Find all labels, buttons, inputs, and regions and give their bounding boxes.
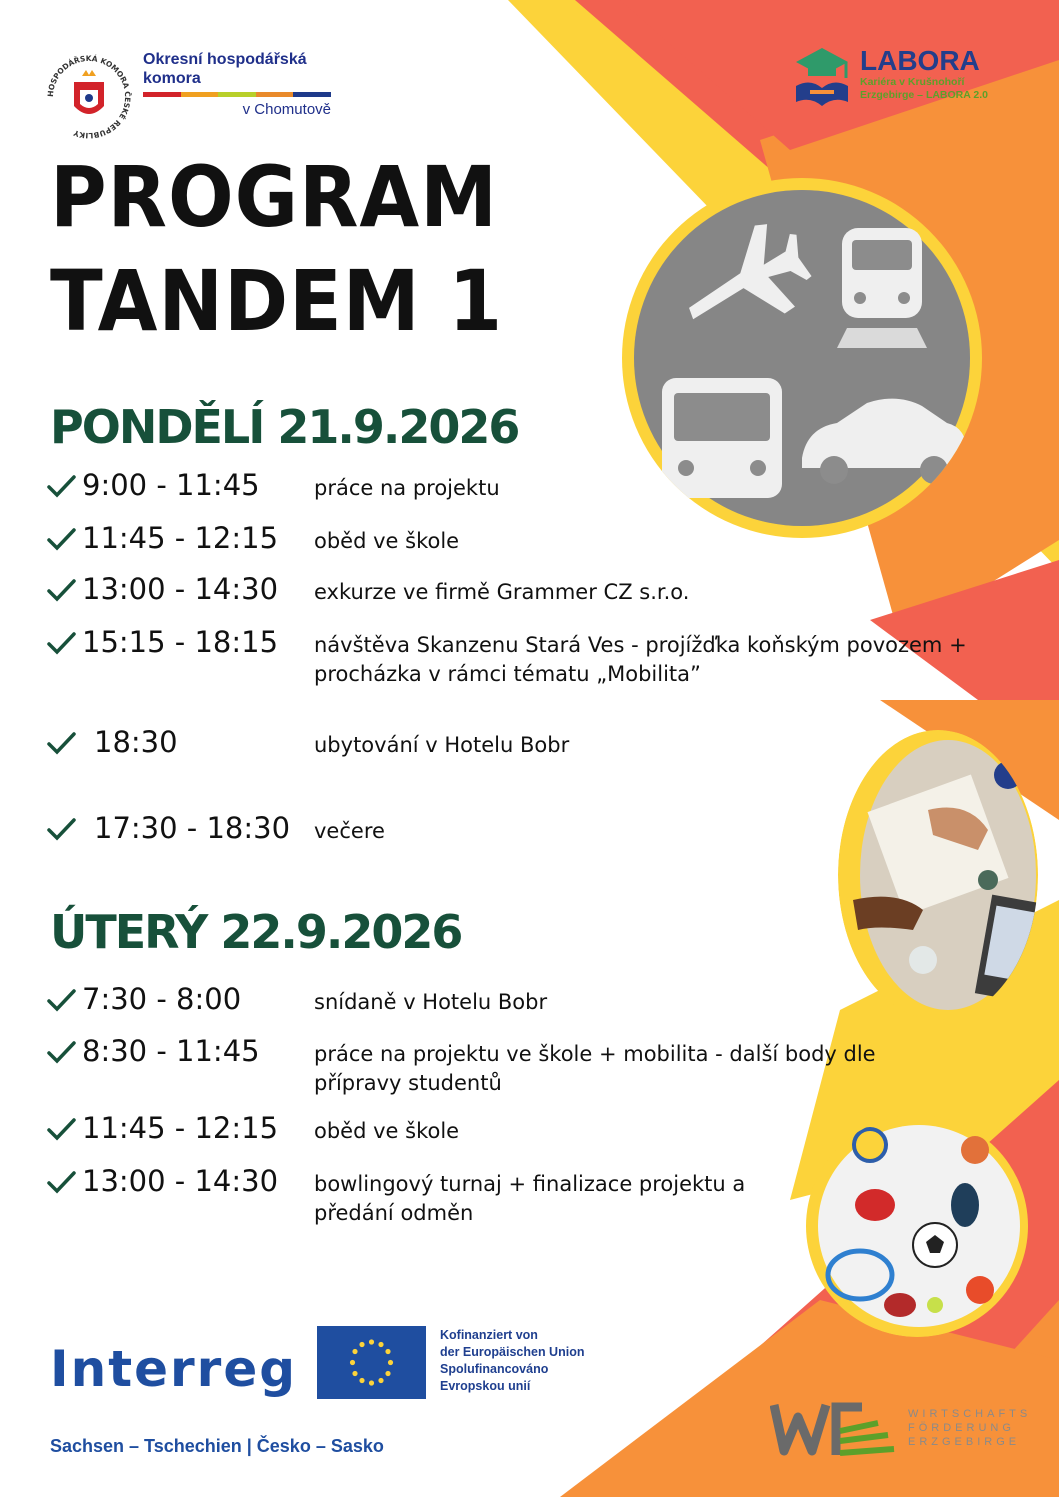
eu-text-line1: Kofinanziert von: [440, 1328, 538, 1342]
schedule-time: 8:30 - 11:45: [82, 1034, 260, 1068]
schedule-time: 7:30 - 8:00: [82, 982, 242, 1016]
page-title: [50, 145, 542, 353]
labora-title: LABORA: [860, 45, 980, 76]
labora-subtitle-1: Kariéra v Krušnohoří: [860, 76, 965, 88]
schedule-time: 13:00 - 14:30: [82, 1164, 279, 1198]
chamber-seal-logo: [42, 50, 136, 144]
checkmark-icon: [46, 631, 76, 655]
eu-cofinancing-text: [440, 1327, 640, 1395]
interreg-logo: Interreg: [50, 1340, 298, 1398]
checkmark-icon: [46, 1170, 76, 1194]
region-caption: Sachsen – Tschechien | Česko – Sasko: [50, 1436, 384, 1456]
schedule-time: 18:30: [94, 725, 178, 759]
labora-logo: [860, 46, 1040, 102]
chamber-name-line2: komora: [143, 70, 201, 87]
eu-text-line4: Evropskou unií: [440, 1379, 531, 1393]
schedule-description: práce na projektu: [314, 476, 500, 500]
eu-text-line3: Spolufinancováno: [440, 1362, 549, 1376]
checkmark-icon: [46, 817, 76, 841]
wfe-logo-icon: [770, 1395, 900, 1465]
checkmark-icon: [46, 1117, 76, 1141]
chamber-name-line1: Okresní hospodářská: [143, 51, 307, 68]
day-heading-tuesday: ÚTERÝ 22.9.2026: [50, 905, 462, 959]
checkmark-icon: [46, 1040, 76, 1064]
checkmark-icon: [46, 527, 76, 551]
transport-image: [622, 178, 982, 538]
checkmark-icon: [46, 474, 76, 498]
schedule-description: oběd ve škole: [314, 1119, 460, 1143]
wfe-name: [908, 1407, 1031, 1449]
schedule-description: ubytování v Hotelu Bobr: [314, 733, 570, 757]
checkmark-icon: [46, 578, 76, 602]
schedule-description: návštěva Skanzenu Stará Ves - projížďka koňským povozem + procházka v rámci tématu „Mobilita”: [314, 633, 967, 686]
schedule-description: večere: [314, 819, 385, 843]
eu-flag-icon: [317, 1326, 426, 1399]
sports-image: [805, 1115, 1030, 1337]
day-heading-monday: PONDĚLÍ 21.9.2026: [50, 400, 519, 454]
teamwork-image: [838, 730, 1038, 1020]
labora-graduation-icon: [790, 42, 854, 112]
labora-subtitle-2: Erzgebirge – LABORA 2.0: [860, 89, 988, 101]
svg-text:HOSPODÁŘSKÁ KOMORA ČESKÉ REPUB: HOSPODÁŘSKÁ KOMORA ČESKÉ REPUBLIKY: [45, 53, 133, 141]
checkmark-icon: [46, 731, 76, 755]
wfe-line1: WIRTSCHAFTS: [908, 1408, 1032, 1420]
chamber-color-bars: [143, 92, 331, 97]
wfe-line2: FÖRDERUNG: [908, 1422, 1015, 1434]
schedule-time: 11:45 - 12:15: [82, 521, 279, 555]
schedule-time: 11:45 - 12:15: [82, 1111, 279, 1145]
schedule-description: snídaně v Hotelu Bobr: [314, 990, 548, 1014]
schedule-time: 9:00 - 11:45: [82, 468, 260, 502]
schedule-description: exkurze ve firmě Grammer CZ s.r.o.: [314, 580, 690, 604]
chamber-name: [143, 50, 343, 118]
schedule-time: 15:15 - 18:15: [82, 625, 279, 659]
schedule-description: bowlingový turnaj + finalizace projektu a předání odměn: [314, 1172, 746, 1225]
title-line-2: TANDEM 1: [50, 252, 504, 350]
chamber-name-line3: v Chomutově: [242, 101, 331, 118]
schedule-description: oběd ve škole: [314, 529, 460, 553]
schedule-time: 17:30 - 18:30: [94, 811, 291, 845]
eu-text-line2: der Europäischen Union: [440, 1345, 585, 1359]
schedule-description: práce na projektu ve škole + mobilita - další body dle přípravy studentů: [314, 1042, 876, 1095]
checkmark-icon: [46, 988, 76, 1012]
wfe-line3: ERZGEBIRGE: [908, 1436, 1021, 1448]
title-line-1: PROGRAM: [50, 148, 498, 246]
schedule-time: 13:00 - 14:30: [82, 572, 279, 606]
